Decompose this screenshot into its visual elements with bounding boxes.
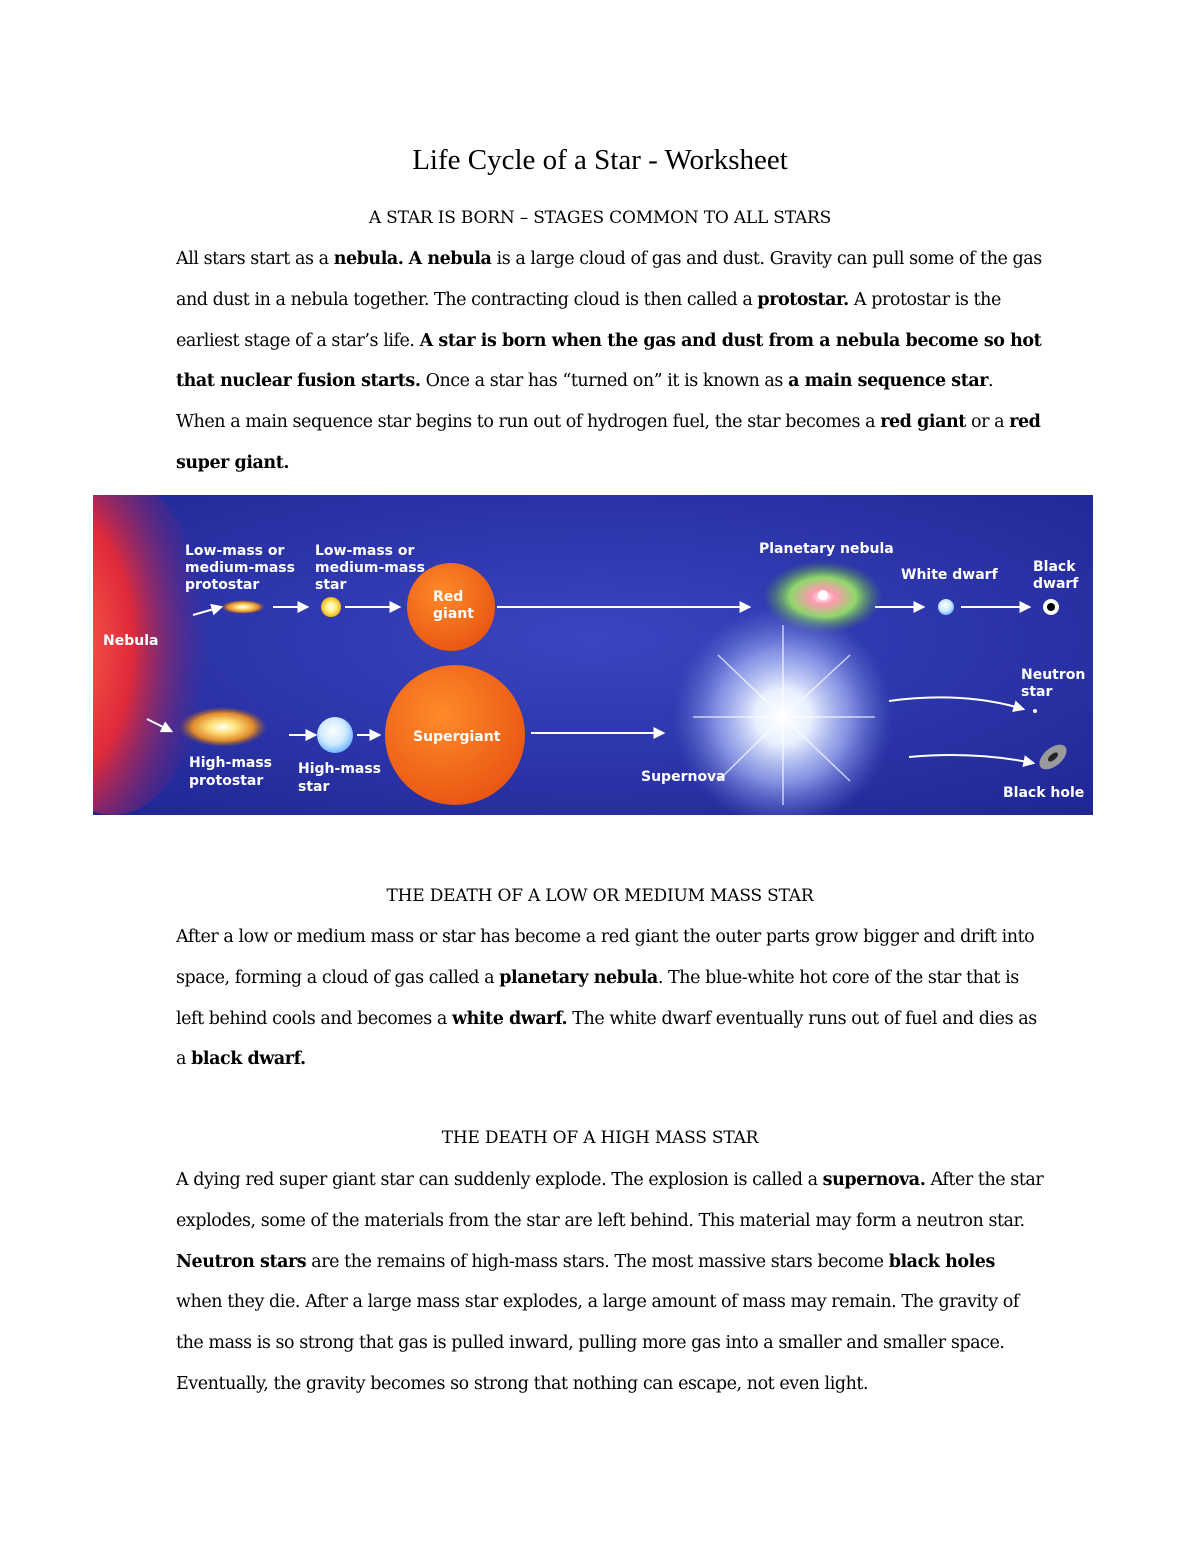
text-run: After a low or medium mass or star has become a red giant the outer parts grow bigger and drift into space, forming a cloud of gas called a xyxy=(176,927,1035,988)
planetary-nebula-core xyxy=(818,590,828,600)
low-mass-star xyxy=(321,597,341,617)
white-dwarf-star xyxy=(938,599,954,615)
label-high-mass-star: High-mass star xyxy=(298,761,382,795)
high-mass-protostar-disk xyxy=(179,707,267,747)
bold-term: black dwarf. xyxy=(191,1049,306,1070)
neutron-star xyxy=(1033,709,1037,713)
text-run: Once a star has “turned on” it is known as xyxy=(420,371,789,392)
low-mass-protostar-disk xyxy=(221,600,265,614)
text-run: is a large cloud of gas and dust. Gravity can pull some of the gas and dust in a nebula together. The contracting cloud is then called a xyxy=(176,249,1042,310)
text-run: A protostar is the earliest stage of a star’s life. xyxy=(176,289,1001,351)
bold-term: nebula. xyxy=(333,249,404,269)
text-run: All stars start as a xyxy=(176,249,334,269)
page-title: Life Cycle of a Star - Worksheet xyxy=(412,144,788,176)
text-run: when they die. After a large mass star explodes, a large amount of mass may remain. The gravity of the mass is so strong that gas is pulled inward, pulling more gas into a smaller and smaller space. Eventually, the gravity becomes so strong that nothing can escape, not even light. xyxy=(176,1292,1019,1394)
bold-term: Neutron stars xyxy=(176,1251,307,1272)
label-supergiant: Supergiant xyxy=(413,729,501,745)
label-planetary-nebula: Planetary nebula xyxy=(759,541,894,557)
text-run: After the star explodes, some of the materials from the star are left behind. This material may form a neutron star. xyxy=(176,1170,1044,1231)
label-low-mass-star: Low-mass or medium-mass star xyxy=(315,543,425,593)
label-supernova: Supernova xyxy=(641,769,726,785)
label-neutron-star: Neutron star xyxy=(1021,667,1086,700)
text-run: or a xyxy=(965,412,1010,433)
label-low-mass-protostar: Low-mass or medium-mass protostar xyxy=(185,543,295,593)
bold-term: planetary nebula xyxy=(499,967,658,988)
paragraph-star-born xyxy=(176,239,1046,484)
text-run: A dying red super giant star can suddenly explode. The explosion is called a xyxy=(176,1170,823,1190)
black-dwarf-star xyxy=(1047,603,1055,611)
paragraph-low-mass-death xyxy=(176,917,1046,1080)
label-nebula: Nebula xyxy=(103,633,159,649)
bold-term: A star is born when the gas and dust from a nebula become so hot that nuclear fusion starts. xyxy=(176,330,1042,392)
section-heading-star-born: A STAR IS BORN – STAGES COMMON TO ALL STARS xyxy=(368,208,832,228)
bold-term: red giant xyxy=(880,412,966,433)
section-heading-low-mass-death: THE DEATH OF A LOW OR MEDIUM MASS STAR xyxy=(386,886,814,906)
bold-term: protostar. xyxy=(757,289,849,310)
label-white-dwarf: White dwarf xyxy=(901,567,998,583)
bold-term: black holes xyxy=(888,1251,995,1272)
text-run: are the remains of high-mass stars. The most massive stars become xyxy=(306,1251,889,1272)
label-red-giant: Red giant xyxy=(433,589,474,622)
label-black-dwarf: Black dwarf xyxy=(1033,559,1079,592)
paragraph-high-mass-death xyxy=(176,1160,1046,1405)
bold-term: white dwarf. xyxy=(451,1008,568,1029)
label-black-hole: Black hole xyxy=(1003,785,1085,801)
bold-term: red super giant. xyxy=(176,412,1041,473)
text-run: . When a main sequence star begins to run out of hydrogen fuel, the star becomes a xyxy=(176,371,994,433)
high-mass-star xyxy=(317,717,353,753)
text-run: The white dwarf eventually runs out of fuel and dies as a xyxy=(176,1008,1037,1070)
bold-term: A nebula xyxy=(408,249,492,269)
bold-term: a main sequence star xyxy=(788,371,988,392)
bold-term: supernova. xyxy=(822,1170,926,1190)
star-life-cycle-diagram xyxy=(93,495,1093,815)
label-high-mass-protostar: High-mass protostar xyxy=(189,755,273,789)
text-run: . The blue-white hot core of the star that is left behind cools and becomes a xyxy=(176,967,1019,1029)
section-heading-high-mass-death: THE DEATH OF A HIGH MASS STAR xyxy=(441,1128,759,1148)
